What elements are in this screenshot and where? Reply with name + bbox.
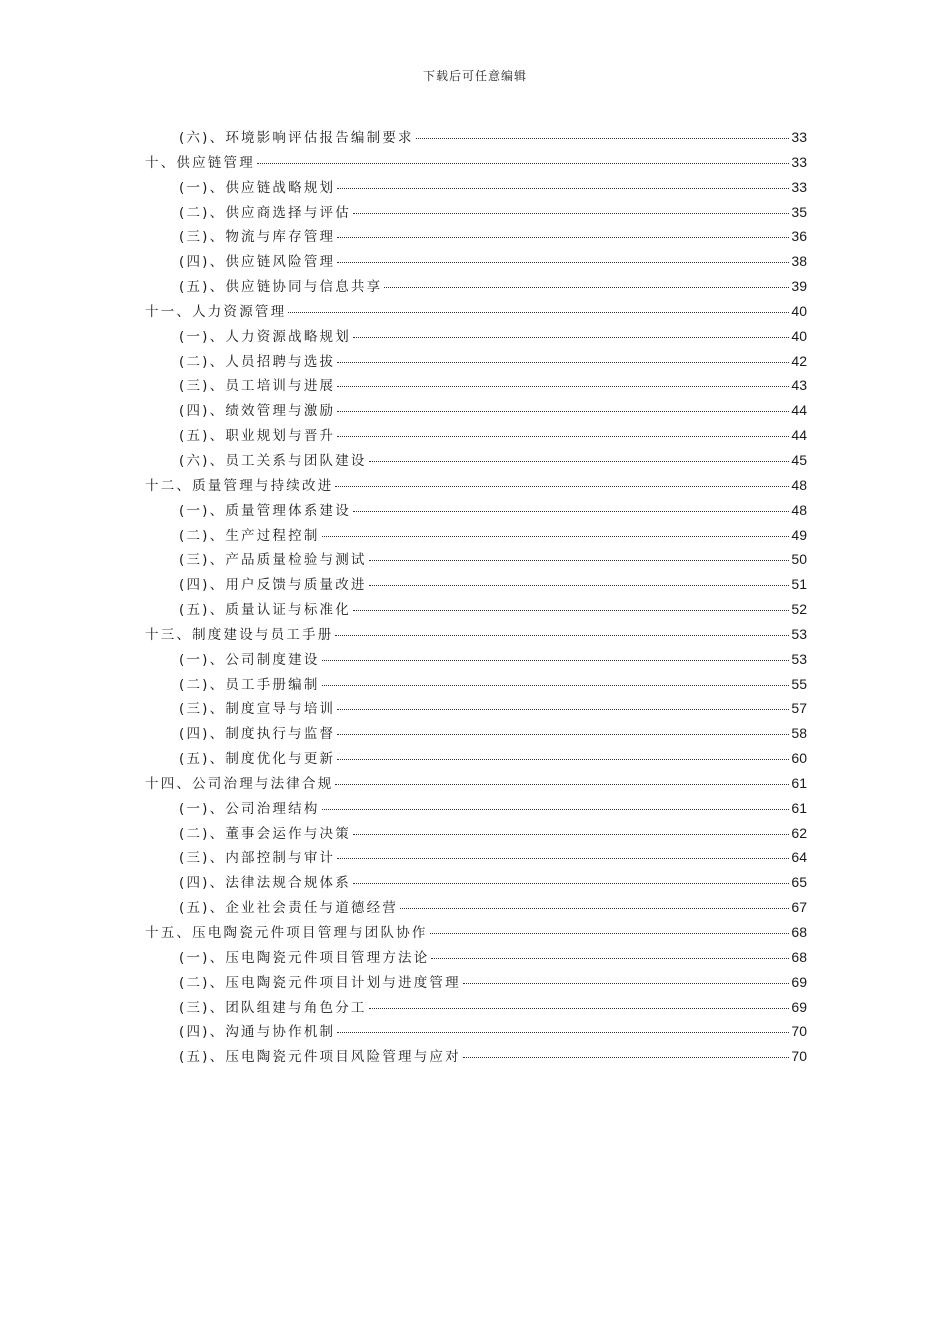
toc-section-entry[interactable] bbox=[145, 746, 807, 771]
toc-section-entry[interactable] bbox=[145, 945, 807, 970]
toc-entry-title: (三)、产品质量检验与测试 bbox=[179, 552, 367, 569]
toc-entry-title: (三)、制度宣导与培训 bbox=[179, 701, 336, 718]
toc-dot-leader bbox=[337, 361, 789, 363]
toc-entry-page-number: 53 bbox=[791, 650, 807, 667]
toc-entry-page-number: 38 bbox=[791, 253, 807, 270]
toc-dot-leader bbox=[353, 609, 789, 611]
toc-entry-title: (五)、制度优化与更新 bbox=[179, 751, 336, 768]
toc-section-entry[interactable] bbox=[145, 597, 807, 622]
toc-entry-page-number: 48 bbox=[791, 476, 807, 493]
toc-entry-page-number: 60 bbox=[791, 750, 807, 767]
toc-section-entry[interactable] bbox=[145, 796, 807, 821]
toc-dot-leader bbox=[322, 808, 790, 810]
toc-entry-page-number: 53 bbox=[791, 625, 807, 642]
toc-entry-title: 十一、人力资源管理 bbox=[145, 303, 287, 320]
page-header: 下载后可任意编辑 bbox=[422, 69, 527, 83]
toc-entry-page-number: 35 bbox=[791, 203, 807, 220]
toc-entry-page-number: 49 bbox=[791, 526, 807, 543]
toc-entry-title: 十、供应链管理 bbox=[145, 154, 255, 171]
toc-entry-page-number: 68 bbox=[791, 924, 807, 940]
toc-entry-page-number: 55 bbox=[791, 675, 807, 692]
toc-dot-leader bbox=[369, 559, 790, 561]
toc-entry-title: (二)、董事会运作与决策 bbox=[179, 825, 351, 842]
toc-dot-leader bbox=[335, 634, 789, 636]
toc-chapter-entry[interactable] bbox=[145, 771, 807, 796]
toc-dot-leader bbox=[369, 584, 790, 586]
toc-entry-title: (三)、内部控制与审计 bbox=[179, 850, 336, 867]
toc-section-entry[interactable] bbox=[145, 870, 807, 895]
toc-dot-leader bbox=[400, 907, 789, 909]
toc-section-entry[interactable] bbox=[145, 995, 807, 1020]
toc-dot-leader bbox=[416, 137, 790, 139]
toc-entry-title: (一)、公司制度建设 bbox=[179, 651, 320, 668]
toc-section-entry[interactable] bbox=[145, 324, 807, 349]
toc-entry-title: (二)、人员招聘与选拔 bbox=[179, 353, 336, 370]
toc-section-entry[interactable] bbox=[145, 349, 807, 374]
toc-entry-page-number: 58 bbox=[791, 725, 807, 742]
toc-dot-leader bbox=[337, 857, 789, 859]
toc-entry-title: (二)、员工手册编制 bbox=[179, 676, 320, 693]
toc-dot-leader bbox=[369, 1007, 790, 1009]
toc-entry-title: (一)、供应链战略规划 bbox=[179, 179, 336, 196]
toc-entry-title: (四)、制度执行与监督 bbox=[179, 726, 336, 743]
toc-entry-title: (四)、供应链风险管理 bbox=[179, 254, 336, 271]
toc-entry-page-number: 36 bbox=[791, 228, 807, 245]
toc-dot-leader bbox=[431, 957, 789, 959]
toc-entry-page-number: 44 bbox=[791, 427, 807, 444]
toc-section-entry[interactable] bbox=[145, 498, 807, 523]
toc-entry-title: (一)、压电陶瓷元件项目管理方法论 bbox=[179, 949, 430, 966]
toc-dot-leader bbox=[384, 286, 789, 288]
toc-entry-page-number: 67 bbox=[791, 899, 807, 916]
toc-entry-page-number: 62 bbox=[791, 824, 807, 841]
toc-entry-page-number: 69 bbox=[791, 998, 807, 1015]
toc-dot-leader bbox=[337, 758, 789, 760]
toc-entry-title: (一)、公司治理结构 bbox=[179, 800, 320, 817]
toc-dot-leader bbox=[353, 833, 789, 835]
toc-dot-leader bbox=[369, 460, 790, 462]
toc-entry-title: (五)、质量认证与标准化 bbox=[179, 602, 351, 619]
toc-section-entry[interactable] bbox=[145, 398, 807, 423]
toc-entry-title: (四)、法律法规合规体系 bbox=[179, 875, 351, 892]
toc-section-entry[interactable] bbox=[145, 572, 807, 597]
toc-dot-leader bbox=[353, 510, 789, 512]
toc-section-entry[interactable] bbox=[145, 696, 807, 721]
toc-chapter-entry[interactable] bbox=[145, 299, 807, 324]
toc-dot-leader bbox=[337, 410, 789, 412]
toc-section-entry[interactable] bbox=[145, 523, 807, 548]
toc-chapter-entry[interactable] bbox=[145, 920, 807, 945]
toc-section-entry[interactable] bbox=[145, 547, 807, 572]
toc-entry-page-number: 61 bbox=[791, 799, 807, 816]
toc-entry-page-number: 61 bbox=[791, 774, 807, 791]
toc-entry-page-number: 48 bbox=[791, 501, 807, 518]
toc-dot-leader bbox=[337, 1031, 789, 1033]
toc-entry-title: (五)、企业社会责任与道德经营 bbox=[179, 900, 399, 917]
toc-entry-title: 十三、制度建设与员工手册 bbox=[145, 626, 334, 643]
toc-chapter-entry[interactable] bbox=[145, 150, 807, 175]
toc-entry-page-number: 33 bbox=[791, 178, 807, 195]
toc-entry-page-number: 69 bbox=[791, 973, 807, 990]
table-of-contents bbox=[145, 125, 807, 1069]
toc-section-entry[interactable] bbox=[145, 249, 807, 274]
toc-entry-page-number: 70 bbox=[791, 1023, 807, 1040]
toc-entry-page-number: 50 bbox=[791, 551, 807, 568]
toc-entry-page-number: 52 bbox=[791, 601, 807, 618]
toc-entry-page-number: 70 bbox=[791, 1048, 807, 1065]
toc-entry-title: (五)、供应链协同与信息共享 bbox=[179, 279, 383, 296]
toc-entry-page-number: 65 bbox=[791, 874, 807, 891]
toc-entry-title: 十四、公司治理与法律合规 bbox=[145, 775, 334, 792]
toc-section-entry[interactable] bbox=[145, 224, 807, 249]
toc-dot-leader bbox=[288, 311, 789, 313]
toc-dot-leader bbox=[430, 932, 790, 934]
toc-entry-title: (一)、质量管理体系建设 bbox=[179, 502, 351, 519]
toc-dot-leader bbox=[337, 187, 789, 189]
toc-dot-leader bbox=[322, 535, 790, 537]
toc-section-entry[interactable] bbox=[145, 1044, 807, 1069]
toc-entry-title: (二)、压电陶瓷元件项目计划与进度管理 bbox=[179, 974, 461, 991]
toc-entry-title: (四)、用户反馈与质量改进 bbox=[179, 577, 367, 594]
toc-dot-leader bbox=[322, 659, 790, 661]
toc-entry-title: (五)、压电陶瓷元件项目风险管理与应对 bbox=[179, 1049, 461, 1066]
toc-entry-title: (三)、物流与库存管理 bbox=[179, 229, 336, 246]
toc-section-entry[interactable] bbox=[145, 1019, 807, 1044]
toc-entry-title: (三)、员工培训与进展 bbox=[179, 378, 336, 395]
toc-dot-leader bbox=[353, 336, 789, 338]
toc-entry-page-number: 39 bbox=[791, 278, 807, 295]
toc-entry-title: (三)、团队组建与角色分工 bbox=[179, 999, 367, 1016]
toc-dot-leader bbox=[257, 162, 790, 164]
toc-section-entry[interactable] bbox=[145, 274, 807, 299]
toc-dot-leader bbox=[337, 385, 789, 387]
toc-dot-leader bbox=[335, 485, 789, 487]
toc-entry-page-number: 68 bbox=[791, 948, 807, 965]
toc-entry-title: 十五、压电陶瓷元件项目管理与团队协作 bbox=[145, 925, 428, 941]
toc-dot-leader bbox=[463, 982, 790, 984]
toc-entry-page-number: 42 bbox=[791, 352, 807, 369]
toc-section-entry[interactable] bbox=[145, 895, 807, 920]
toc-entry-page-number: 40 bbox=[791, 327, 807, 344]
toc-entry-title: (二)、生产过程控制 bbox=[179, 527, 320, 544]
toc-section-entry[interactable] bbox=[145, 845, 807, 870]
toc-section-entry[interactable] bbox=[145, 373, 807, 398]
toc-dot-leader bbox=[337, 708, 789, 710]
toc-entry-page-number: 33 bbox=[791, 129, 807, 145]
toc-entry-title: 十二、质量管理与持续改进 bbox=[145, 477, 334, 494]
toc-dot-leader bbox=[353, 882, 789, 884]
toc-entry-page-number: 44 bbox=[791, 402, 807, 419]
toc-entry-page-number: 43 bbox=[791, 377, 807, 394]
toc-dot-leader bbox=[337, 733, 789, 735]
toc-dot-leader bbox=[322, 684, 790, 686]
toc-entry-page-number: 40 bbox=[791, 302, 807, 319]
toc-section-entry[interactable] bbox=[145, 721, 807, 746]
toc-entry-title: (六)、员工关系与团队建设 bbox=[179, 452, 367, 469]
toc-chapter-entry[interactable] bbox=[145, 473, 807, 498]
toc-entry-page-number: 45 bbox=[791, 451, 807, 468]
toc-section-entry[interactable] bbox=[145, 200, 807, 225]
toc-section-entry[interactable] bbox=[145, 647, 807, 672]
toc-chapter-entry[interactable] bbox=[145, 622, 807, 647]
toc-section-entry[interactable] bbox=[145, 821, 807, 846]
toc-dot-leader bbox=[335, 783, 789, 785]
toc-section-entry[interactable] bbox=[145, 672, 807, 697]
toc-dot-leader bbox=[353, 212, 789, 214]
toc-section-entry[interactable] bbox=[145, 175, 807, 200]
toc-section-entry[interactable] bbox=[145, 423, 807, 448]
toc-entry-page-number: 57 bbox=[791, 700, 807, 717]
toc-entry-title: (一)、人力资源战略规划 bbox=[179, 328, 351, 345]
toc-section-entry[interactable] bbox=[145, 448, 807, 473]
toc-entry-page-number: 51 bbox=[791, 576, 807, 593]
toc-entry-title: (五)、职业规划与晋升 bbox=[179, 428, 336, 445]
toc-entry-title: (四)、沟通与协作机制 bbox=[179, 1024, 336, 1041]
toc-entry-title: (二)、供应商选择与评估 bbox=[179, 204, 351, 221]
toc-section-entry[interactable] bbox=[145, 970, 807, 995]
toc-entry-page-number: 64 bbox=[791, 849, 807, 866]
toc-entry-title: (六)、环境影响评估报告编制要求 bbox=[179, 130, 414, 146]
toc-entry-page-number: 33 bbox=[791, 153, 807, 170]
toc-dot-leader bbox=[337, 261, 789, 263]
toc-dot-leader bbox=[463, 1056, 790, 1058]
toc-section-entry[interactable] bbox=[145, 125, 807, 150]
toc-entry-title: (四)、绩效管理与激励 bbox=[179, 403, 336, 420]
toc-dot-leader bbox=[337, 236, 789, 238]
toc-dot-leader bbox=[337, 435, 789, 437]
